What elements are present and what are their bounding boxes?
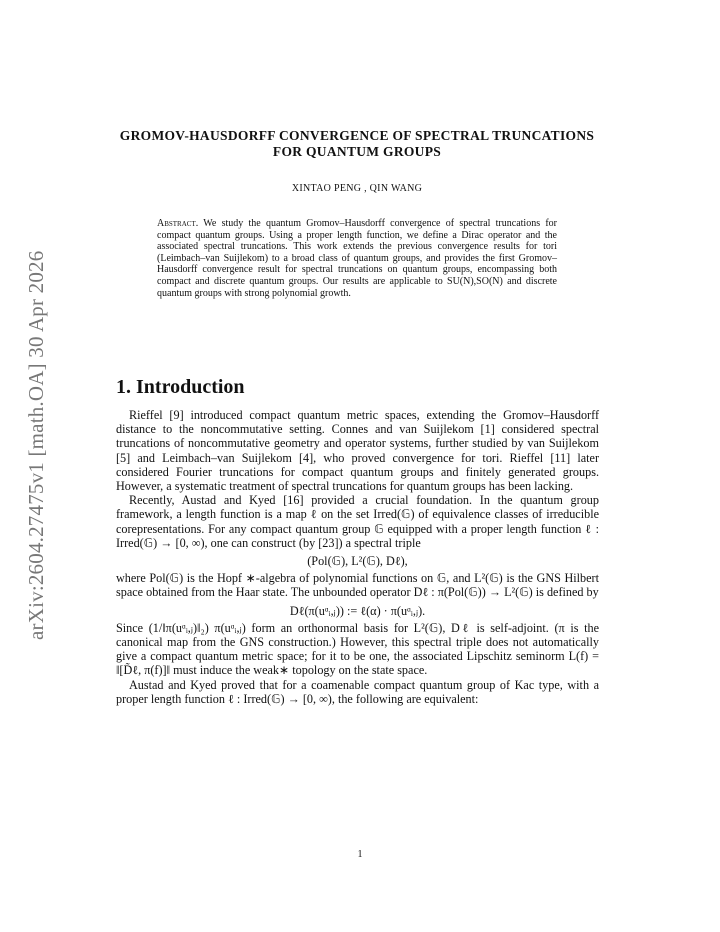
abstract-label: Abstract. [157, 218, 199, 229]
section-heading: 1. Introduction [116, 376, 245, 398]
display-equation: Dℓ(π(uᵅᵢ,ⱼ)) := ℓ(α) · π(uᵅᵢ,ⱼ). [289, 603, 426, 618]
abstract-text: We study the quantum Gromov–Hausdorff convergence of spectral truncations for compact quantum groups. Using a proper length function, we define a Dirac operator and the associated spectral truncations. This work extends the previous convergence results for tori (Leimbach–van Suijlekom) to a broad class of quantum groups, and provides the first Gromov–Hausdorff convergence result for spectral truncations on quantum groups, encompassing both compact and discrete quantum groups. Our results are applicable to SU(N),SO(N) and discrete quantum groups with strong polynomial growth. [157, 218, 557, 299]
author-list: XINTAO PENG , QIN WANG [291, 183, 423, 194]
paragraph: where Pol(𝔾) is the Hopf ∗-algebra of polynomial functions on 𝔾, and L²(𝔾) is the GNS Hilbert space obtained from the Haar state. The unbounded operator Dℓ : π(Pol(𝔾)) → L²(𝔾) is defined by [116, 571, 599, 600]
paragraph: Recently, Austad and Kyed [16] provided a crucial foundation. In the quantum group framework, a length function is a map ℓ on the set Irred(𝔾) of equivalence classes of irreducible corepresentations. For any compact quantum group 𝔾 equipped with a proper length function ℓ : Irred(𝔾) → [0, ∞), one can construct (by [23]) a spectral triple [116, 493, 599, 550]
paragraph: Since (1/‖π(uᵅᵢ,ⱼ)‖₂) π(uᵅᵢ,ⱼ) form an orthonormal basis for L²(𝔾), Dℓ is self-adjoint. (π is the canonical map from the GNS construction.) However, this spectral triple does not automatically give a compact quantum metric space; for it to be one, the associated Lipschitz seminorm L(f) = ‖[D̃ℓ, π(f)]‖ must induce the weak∗ topology on the state space. [116, 620, 599, 678]
paper-title: GROMOV-HAUSDORFF CONVERGENCE OF SPECTRAL TRUNCATIONS FOR QUANTUM GROUPS [119, 128, 595, 159]
paragraph: Austad and Kyed proved that for a coamenable compact quantum group of Kac type, with a proper length function ℓ : Irred(𝔾) → [0, ∞), the following are equivalent: [116, 677, 599, 706]
page-number: 1 [357, 849, 363, 860]
paragraph: Rieffel [9] introduced compact quantum metric spaces, extending the Gromov–Hausdorff distance to the noncommutative setting. Connes and van Suijlekom [1] considered spectral truncations of noncommutative geometry and operator systems, further studied by van Suijlekom [5] and Leimbach–van Suijlekom [4], who proved convergence for tori. Rieffel [11] later considered Fourier truncations for compact quantum groups and finitely generated groups. However, a systematic treatment of spectral truncations for quantum groups has been lacking. [116, 408, 599, 494]
display-equation: (Pol(𝔾), L²(𝔾), Dℓ), [307, 554, 408, 569]
arxiv-identifier: arXiv:2604.27475v1 [math.OA] 30 Apr 2026 [24, 250, 48, 640]
abstract [157, 218, 557, 299]
section-body [116, 408, 599, 706]
